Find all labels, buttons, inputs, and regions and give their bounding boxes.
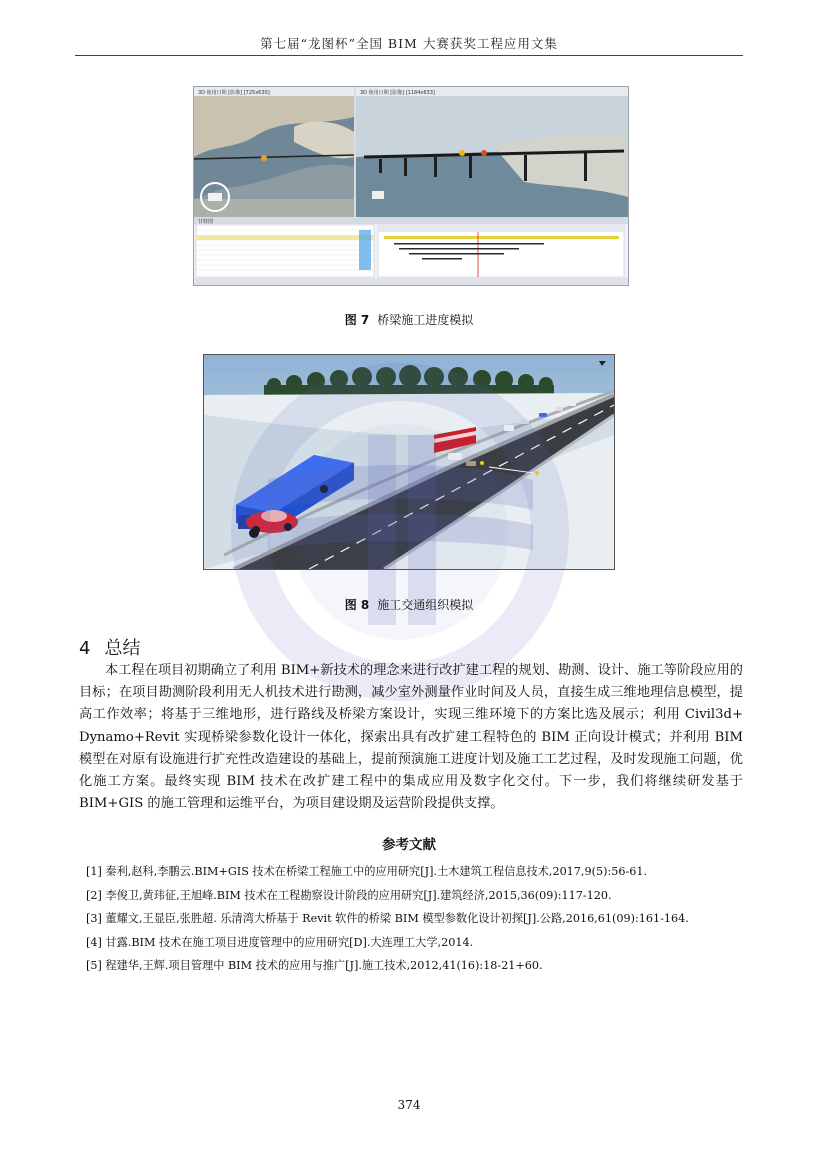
left-panel-title: 3D 使用日期 [影像] [725x630] <box>198 90 270 96</box>
header-rule <box>75 55 743 56</box>
gantt-title: 甘特图 <box>198 219 214 225</box>
figure-7-image <box>193 86 629 286</box>
section-number: 4 <box>79 638 91 659</box>
figure-8-caption-text: 施工交通组织模拟 <box>377 598 474 612</box>
page-number: 374 <box>397 1098 421 1112</box>
figure-8-label: 图 8 <box>344 598 370 612</box>
reference-list <box>86 860 746 978</box>
section-title: 总结 <box>104 638 141 659</box>
reference-item: [1] 秦利,赵科,李鹏云.BIM+GIS 技术在桥梁工程施工中的应用研究[J].土木建筑工程信息技术,2017,9(5):56-61. <box>86 865 648 878</box>
reference-item: [5] 程建华,王辉.项目管理中 BIM 技术的应用与推广[J].施工技术,2012,41(16):18-21+60. <box>86 959 543 973</box>
figure-7-caption <box>0 311 818 328</box>
summary-paragraph: 本工程在项目初期确立了利用 BIM+新技术的理念来进行改扩建工程的规划、勘测、设计、施工等阶段应用的目标；在项目勘测阶段利用无人机技术进行勘测，减少室外测量作业时间及人员，直接生成三维地理信息模型，提高工作效率；将基于三维地形，进行路线及桥梁方案设计，实现三维环境下的方案比选及展示；利用 Civil3d+ Dynamo+Revit 实现桥梁参数化设计一体化，探索出具有改扩建工程特色的 BIM 正向设计模式；并利用 BIM 模型在对原有设施进行扩充性改造建设的基础上，提前预演施工进度计划及施工工艺过程，及时发现施工问题，优化施工方案。最终实现 BIM 技术在改扩建工程中的集成应用及数字化交付。下一步，我们将继续研发基于 BIM+GIS 的施工管理和运维平台，为项目建设期及运营阶段提供支撑。 <box>79 663 743 812</box>
figure-8-caption <box>0 596 818 613</box>
reference-item: [4] 甘露.BIM 技术在施工项目进度管理中的应用研究[D].大连理工大学,2014. <box>86 935 474 949</box>
figure-7-label: 图 7 <box>344 313 370 327</box>
figure-8-image <box>203 354 615 570</box>
running-header: 第七届“龙图杯”全国 BIM 大赛获奖工程应用文集 <box>260 36 558 51</box>
references-title: 参考文献 <box>382 837 436 853</box>
figure-7-caption-text: 桥梁施工进度模拟 <box>377 313 474 327</box>
reference-item: [3] 董耀文,王显臣,张胜超. 乐清湾大桥基于 Revit 软件的桥梁 BIM 模型参数化设计初探[J].公路,2016,61(09):161-164. <box>86 912 689 926</box>
section-heading <box>79 634 140 660</box>
reference-item: [2] 李俊卫,黄玮征,王旭峰.BIM 技术在工程勘察设计阶段的应用研究[J].建筑经济,2015,36(09):117-120. <box>86 888 612 902</box>
right-panel-title: 3D 使用日期 [影像] [1184x633] <box>360 90 435 96</box>
